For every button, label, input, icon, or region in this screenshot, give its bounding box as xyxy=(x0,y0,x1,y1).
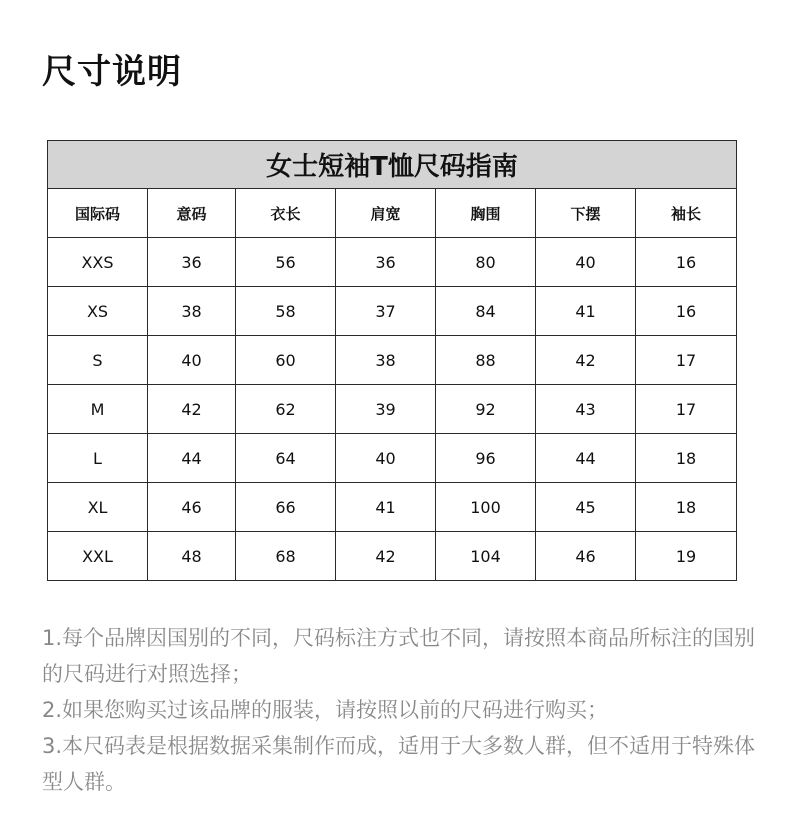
table-cell: L xyxy=(48,434,148,483)
table-cell: 16 xyxy=(636,238,737,287)
header-intl-size: 国际码 xyxy=(48,189,148,238)
table-row xyxy=(48,483,737,532)
table-cell: 42 xyxy=(148,385,236,434)
table-cell: 43 xyxy=(536,385,636,434)
table-cell: 37 xyxy=(336,287,436,336)
table-cell: 41 xyxy=(336,483,436,532)
table-cell: 18 xyxy=(636,434,737,483)
table-cell: 60 xyxy=(236,336,336,385)
table-cell: 42 xyxy=(536,336,636,385)
table-cell: 56 xyxy=(236,238,336,287)
table-cell: 36 xyxy=(148,238,236,287)
size-notes xyxy=(42,620,762,800)
table-cell: XXL xyxy=(48,532,148,581)
table-cell: 40 xyxy=(148,336,236,385)
table-cell: 46 xyxy=(148,483,236,532)
table-cell: 46 xyxy=(536,532,636,581)
header-shoulder: 肩宽 xyxy=(336,189,436,238)
header-chest: 胸围 xyxy=(436,189,536,238)
table-cell: 17 xyxy=(636,385,737,434)
table-cell: S xyxy=(48,336,148,385)
header-it-size: 意码 xyxy=(148,189,236,238)
table-cell: 64 xyxy=(236,434,336,483)
table-cell: 40 xyxy=(336,434,436,483)
table-cell: 48 xyxy=(148,532,236,581)
size-chart-table xyxy=(47,140,737,581)
table-row xyxy=(48,336,737,385)
note-item: 1.每个品牌因国别的不同，尺码标注方式也不同，请按照本商品所标注的国别的尺码进行对照选择； xyxy=(42,626,756,686)
table-cell: 68 xyxy=(236,532,336,581)
table-cell: 38 xyxy=(336,336,436,385)
header-length: 衣长 xyxy=(236,189,336,238)
table-cell: 17 xyxy=(636,336,737,385)
table-cell: 36 xyxy=(336,238,436,287)
table-cell: 44 xyxy=(536,434,636,483)
header-hem: 下摆 xyxy=(536,189,636,238)
table-cell: 18 xyxy=(636,483,737,532)
note-item: 3.本尺码表是根据数据采集制作而成，适用于大多数人群，但不适用于特殊体型人群。 xyxy=(42,734,756,794)
table-cell: 80 xyxy=(436,238,536,287)
table-cell: 44 xyxy=(148,434,236,483)
table-cell: 39 xyxy=(336,385,436,434)
table-cell: M xyxy=(48,385,148,434)
table-row xyxy=(48,434,737,483)
page-title: 尺寸说明 xyxy=(42,52,182,92)
table-cell: XS xyxy=(48,287,148,336)
table-cell: 45 xyxy=(536,483,636,532)
table-cell: 62 xyxy=(236,385,336,434)
table-cell: 88 xyxy=(436,336,536,385)
table-cell: XL xyxy=(48,483,148,532)
table-cell: 58 xyxy=(236,287,336,336)
table-cell: 104 xyxy=(436,532,536,581)
table-cell: 41 xyxy=(536,287,636,336)
table-row xyxy=(48,532,737,581)
table-cell: 16 xyxy=(636,287,737,336)
table-cell: 96 xyxy=(436,434,536,483)
table-cell: 84 xyxy=(436,287,536,336)
table-cell: XXS xyxy=(48,238,148,287)
table-cell: 100 xyxy=(436,483,536,532)
table-cell: 92 xyxy=(436,385,536,434)
table-row xyxy=(48,385,737,434)
table-cell: 40 xyxy=(536,238,636,287)
table-cell: 38 xyxy=(148,287,236,336)
table-row xyxy=(48,238,737,287)
table-header-row xyxy=(48,189,737,238)
note-item: 2.如果您购买过该品牌的服装，请按照以前的尺码进行购买； xyxy=(42,698,609,722)
table-cell: 66 xyxy=(236,483,336,532)
table-caption: 女士短袖T恤尺码指南 xyxy=(48,141,737,189)
header-sleeve: 袖长 xyxy=(636,189,737,238)
table-row xyxy=(48,287,737,336)
table-cell: 42 xyxy=(336,532,436,581)
table-cell: 19 xyxy=(636,532,737,581)
